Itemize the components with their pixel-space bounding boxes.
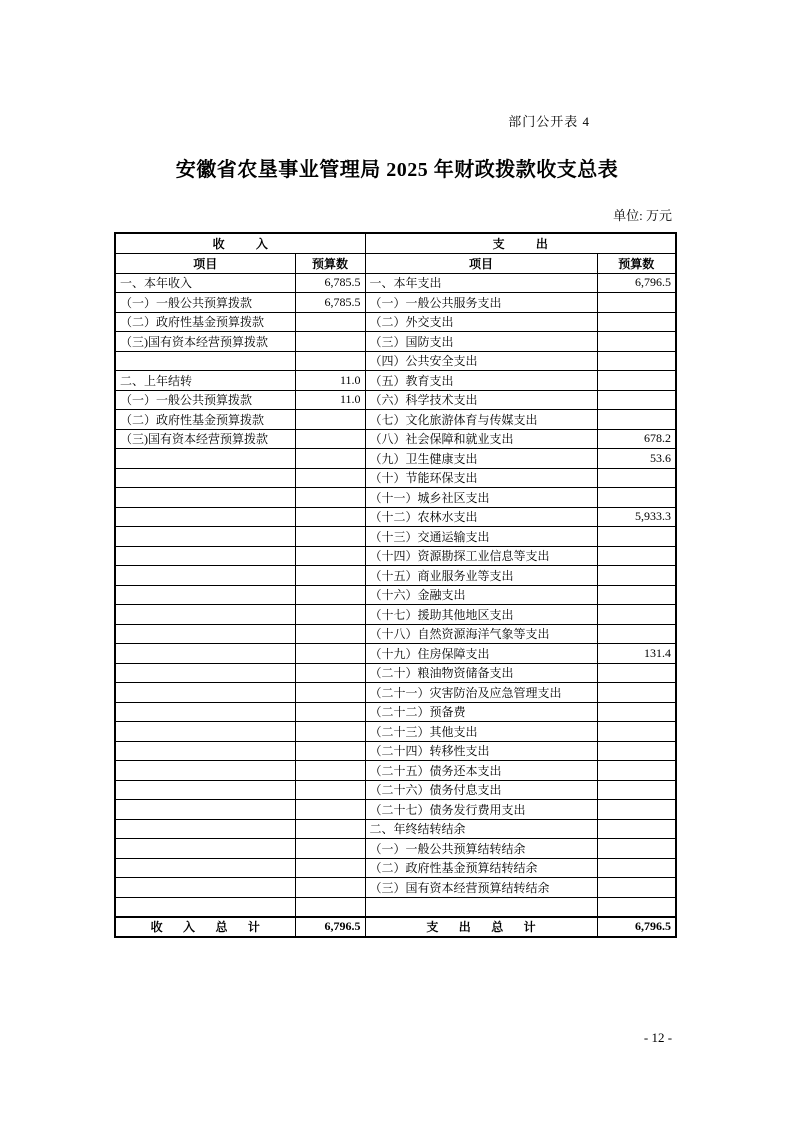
income-value-cell [295,605,365,625]
income-value-cell: 6,785.5 [295,273,365,293]
expense-value-cell [597,897,676,917]
expense-value-cell: 678.2 [597,429,676,449]
expense-item-cell: （十四）资源勘探工业信息等支出 [365,546,597,566]
income-value-cell [295,507,365,527]
expense-value-cell [597,702,676,722]
income-value-cell [295,585,365,605]
income-item-cell [115,624,295,644]
expense-item-cell: （二）外交支出 [365,312,597,332]
income-value-cell [295,858,365,878]
table-row [115,507,676,527]
expense-value-cell [597,468,676,488]
income-item-cell [115,507,295,527]
expense-item-cell: （四）公共安全支出 [365,351,597,371]
income-value-cell [295,566,365,586]
expense-item-cell: （七）文化旅游体育与传媒支出 [365,410,597,430]
income-value-cell [295,624,365,644]
expense-value-cell: 131.4 [597,644,676,664]
table-row [115,878,676,898]
income-value-cell [295,897,365,917]
table-row [115,566,676,586]
income-item-cell: （三)国有资本经营预算拨款 [115,332,295,352]
expense-item-cell: （八）社会保障和就业支出 [365,429,597,449]
expense-value-cell [597,410,676,430]
table-row [115,546,676,566]
expense-value-cell [597,741,676,761]
income-budget-header: 预算数 [295,253,365,273]
column-header-row [115,253,676,273]
expense-item-header: 项目 [365,253,597,273]
expense-value-cell [597,839,676,859]
income-item-cell [115,878,295,898]
table-row [115,332,676,352]
income-item-cell [115,488,295,508]
section-header-row [115,233,676,253]
table-row [115,468,676,488]
expense-item-cell: 一、本年支出 [365,273,597,293]
total-row [115,917,676,937]
expense-value-cell [597,780,676,800]
expense-item-cell: （二十一）灾害防治及应急管理支出 [365,683,597,703]
income-item-cell: （二）政府性基金预算拨款 [115,410,295,430]
expense-value-cell [597,605,676,625]
expense-value-cell [597,878,676,898]
table-row [115,273,676,293]
expense-value-cell [597,663,676,683]
income-item-cell [115,897,295,917]
expense-value-cell [597,624,676,644]
income-value-cell [295,410,365,430]
expense-item-cell: （一）一般公共预算结转结余 [365,839,597,859]
income-value-cell [295,663,365,683]
expense-section-header: 支出 [365,233,676,253]
income-value-cell [295,761,365,781]
expense-total-label: 支出总计 [365,917,597,937]
table-row [115,605,676,625]
table-row [115,312,676,332]
table-row [115,761,676,781]
table-row [115,644,676,664]
expense-item-cell: 二、年终结转结余 [365,819,597,839]
income-item-cell [115,351,295,371]
income-item-cell [115,663,295,683]
expense-value-cell: 6,796.5 [597,273,676,293]
table-row [115,429,676,449]
expense-item-cell: （六）科学技术支出 [365,390,597,410]
income-item-cell [115,527,295,547]
expense-value-cell [597,858,676,878]
income-item-cell [115,566,295,586]
table-row [115,624,676,644]
income-value-cell [295,683,365,703]
table-row [115,819,676,839]
income-item-cell [115,702,295,722]
income-value-cell [295,878,365,898]
income-item-cell: （三)国有资本经营预算拨款 [115,429,295,449]
income-total-label: 收入总计 [115,917,295,937]
income-item-cell: 一、本年收入 [115,273,295,293]
table-row [115,741,676,761]
expense-total-value: 6,796.5 [597,917,676,937]
expense-item-cell [365,897,597,917]
table-row [115,897,676,917]
income-value-cell: 6,785.5 [295,293,365,313]
expense-item-cell: （五）教育支出 [365,371,597,391]
expense-value-cell [597,566,676,586]
table-row [115,702,676,722]
income-value-cell [295,332,365,352]
income-item-cell [115,741,295,761]
table-row [115,371,676,391]
expense-item-cell: （十二）农林水支出 [365,507,597,527]
expense-item-cell: （十一）城乡社区支出 [365,488,597,508]
expense-item-cell: （二十七）债务发行费用支出 [365,800,597,820]
income-value-cell [295,312,365,332]
expense-item-cell: （十五）商业服务业等支出 [365,566,597,586]
income-item-cell [115,858,295,878]
expense-value-cell [597,312,676,332]
expense-value-cell [597,332,676,352]
income-item-header: 项目 [115,253,295,273]
table-row [115,585,676,605]
income-value-cell [295,722,365,742]
income-total-value: 6,796.5 [295,917,365,937]
table-row [115,683,676,703]
expense-item-cell: （一）一般公共服务支出 [365,293,597,313]
expense-value-cell [597,371,676,391]
page-number: - 12 - [643,1030,673,1045]
expense-item-cell: （十三）交通运输支出 [365,527,597,547]
income-value-cell [295,449,365,469]
income-value-cell [295,839,365,859]
expense-item-cell: （十七）援助其他地区支出 [365,605,597,625]
income-item-cell [115,585,295,605]
expense-value-cell [597,351,676,371]
table-row [115,449,676,469]
income-item-cell [115,468,295,488]
expense-value-cell [597,546,676,566]
income-item-cell [115,722,295,742]
expense-item-cell: （二十四）转移性支出 [365,741,597,761]
table-row [115,839,676,859]
expense-item-cell: （二十二）预备费 [365,702,597,722]
unit-label: 单位: 万元 [613,208,672,223]
expense-item-cell: （二十六）债务付息支出 [365,780,597,800]
table-row [115,293,676,313]
expense-value-cell [597,488,676,508]
table-row [115,351,676,371]
page-title: 安徽省农垦事业管理局 2025 年财政拨款收支总表 [175,159,619,181]
expense-item-cell: （十）节能环保支出 [365,468,597,488]
table-row [115,527,676,547]
expense-item-cell: （十九）住房保障支出 [365,644,597,664]
table-row [115,800,676,820]
income-value-cell [295,351,365,371]
income-item-cell [115,605,295,625]
expense-item-cell: （二十五）债务还本支出 [365,761,597,781]
income-item-cell [115,819,295,839]
income-item-cell: （二）政府性基金预算拨款 [115,312,295,332]
income-value-cell [295,741,365,761]
expense-item-cell: （二十三）其他支出 [365,722,597,742]
expense-budget-header: 预算数 [597,253,676,273]
income-value-cell [295,468,365,488]
income-value-cell: 11.0 [295,390,365,410]
expense-item-cell: （十六）金融支出 [365,585,597,605]
expense-value-cell [597,390,676,410]
income-value-cell [295,644,365,664]
income-value-cell [295,780,365,800]
income-value-cell [295,702,365,722]
expense-value-cell [597,527,676,547]
expense-value-cell [597,722,676,742]
doc-label: 部门公开表 4 [508,114,590,129]
income-item-cell [115,683,295,703]
income-item-cell: （一）一般公共预算拨款 [115,293,295,313]
income-item-cell: （一）一般公共预算拨款 [115,390,295,410]
expense-item-cell: （三）国有资本经营预算结转结余 [365,878,597,898]
expense-item-cell: （二）政府性基金预算结转结余 [365,858,597,878]
expense-item-cell: （十八）自然资源海洋气象等支出 [365,624,597,644]
income-item-cell [115,780,295,800]
income-value-cell [295,546,365,566]
expense-item-cell: （九）卫生健康支出 [365,449,597,469]
expense-value-cell [597,585,676,605]
table-row [115,488,676,508]
income-value-cell [295,800,365,820]
income-item-cell [115,644,295,664]
income-item-cell [115,839,295,859]
budget-table-body [115,273,676,917]
income-item-cell: 二、上年结转 [115,371,295,391]
table-row [115,722,676,742]
expense-value-cell: 53.6 [597,449,676,469]
expense-item-cell: （三）国防支出 [365,332,597,352]
expense-value-cell [597,819,676,839]
income-value-cell [295,429,365,449]
table-row [115,858,676,878]
table-row [115,663,676,683]
expense-value-cell: 5,933.3 [597,507,676,527]
table-row [115,410,676,430]
expense-value-cell [597,800,676,820]
income-value-cell [295,488,365,508]
income-section-header: 收入 [115,233,365,253]
income-value-cell: 11.0 [295,371,365,391]
income-value-cell [295,527,365,547]
expense-value-cell [597,761,676,781]
income-item-cell [115,761,295,781]
expense-item-cell: （二十）粮油物资储备支出 [365,663,597,683]
table-row [115,390,676,410]
table-row [115,780,676,800]
income-value-cell [295,819,365,839]
expense-value-cell [597,683,676,703]
income-item-cell [115,449,295,469]
income-item-cell [115,546,295,566]
budget-table [114,232,677,938]
income-item-cell [115,800,295,820]
expense-value-cell [597,293,676,313]
